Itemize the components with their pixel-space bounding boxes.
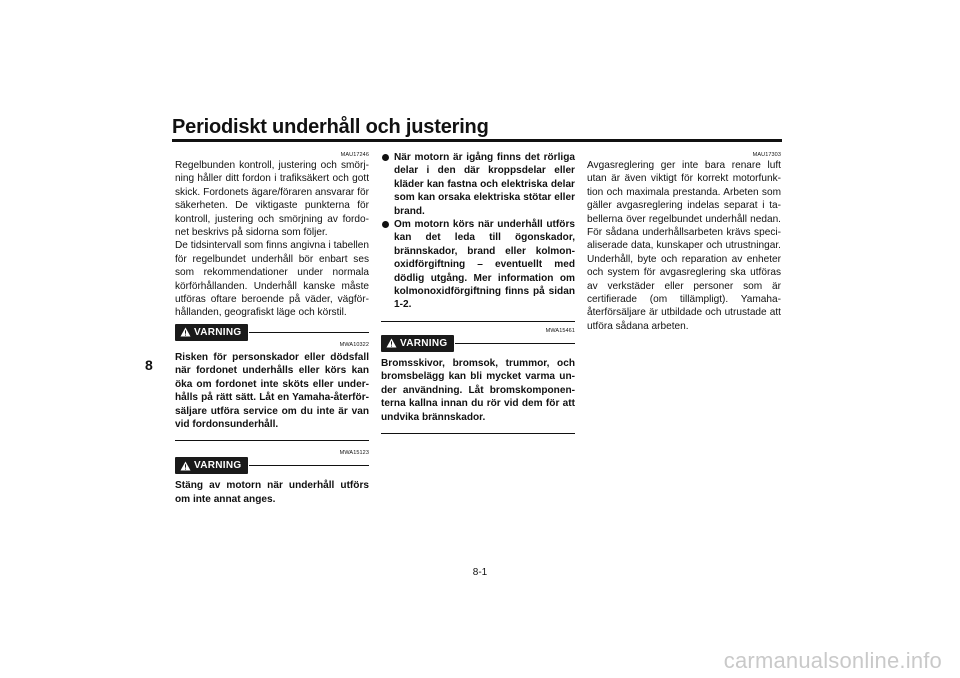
list-item [381,218,575,312]
watermark: carmanualsonline.info [723,648,942,673]
column-3 [587,151,781,333]
warning-header [381,335,575,352]
chapter-tab: 8 [145,357,153,373]
column-1 [175,151,369,506]
warning-badge [175,324,248,341]
bullet-list [381,151,575,312]
interval-paragraph: De tidsintervall som finns angivna i tabellen för regelbundet underhåll bör enbart ses som rekommendationer under normala körförhållanden. Underhåll kanske måste utföras oftare beroende på väder, vägförhållanden, geografiskt läge och körstil. [175,240,369,319]
warning-rule [455,343,575,344]
section-code: MAU17303 [752,152,781,158]
warning-badge [175,457,248,474]
warning-text: Stäng av motorn när underhåll utförs om inte annat anges. [175,480,369,505]
warning-code: MWA15461 [545,327,575,334]
warning-header [175,324,369,341]
warning-badge [381,335,454,352]
list-item [381,151,575,218]
warning-label: VARNING [194,460,242,472]
warning-rule [249,465,369,466]
column-2 [381,151,575,434]
page-title: Periodiskt underhåll och justering [172,116,489,138]
page-number: 8-1 [472,567,488,578]
warning-code: MWA15123 [339,450,369,457]
emission-paragraph: Avgasreglering ger inte bara renare luft utan är även viktigt för korrekt motorfunktion och maximala prestanda. Arbeten som gäller avgasreglering indelas separat i tabellerna över regelbundet underhåll nedan. För sådana underhållsarbeten krävs specialiserade data, kunskaper och utrustningar. Underhåll, byte och reparation av enheter och system för avgasreglering ska utföras av verkstäder eller personer som är certifierade (om tillämpligt). Yamaha-återförsäljare är utbildade och utrustade att utföra sådana arbeten. [587,160,781,332]
bullet-icon [382,221,389,228]
warning-end-rule [175,440,369,441]
list-item-text: Om motorn körs när underhåll utförs kan det leda till ögonskador, brännskador, brand eller kolmonoxidförgiftning – eventuellt med dödlig utgång. Mer information om kolmonoxidförgiftning finns på sidan 1-2. [394,219,575,311]
warning-triangle-icon [180,461,191,471]
warning-header [175,457,369,474]
warning-end-rule [381,321,575,322]
section-code: MAU17246 [340,152,369,158]
warning-rule [249,332,369,333]
warning-triangle-icon [180,327,191,337]
warning-text: Bromsskivor, bromsok, trummor, och bromsbelägg kan bli mycket varma under användning. Låt bromskomponenterna kallna innan du rör vid dem för att undvika brännskador. [381,357,575,423]
warning-code: MWA10322 [339,341,369,348]
warning-end-rule [381,433,575,434]
warning-triangle-icon [386,338,397,348]
title-rule [172,139,782,142]
warning-text: Risken för personskador eller dödsfall när fordonet underhålls eller körs kan öka om fordonet inte sköts eller underhålls på rätt sätt. Låt en Yamaha-återförsäljare utföra service om du inte är van vid fordonsunderhåll. [175,351,369,430]
list-item-text: När motorn är igång finns det rörliga delar i den där kroppsdelar eller kläder kan fastna och elektriska delar som kan orsaka elektriska stötar eller brand. [394,152,575,217]
warning-label: VARNING [194,326,242,338]
warning-label: VARNING [400,337,448,349]
intro-paragraph: Regelbunden kontroll, justering och smörjning håller ditt fordon i trafiksäkert och gott skick. Fordonets ägare/föraren ansvarar för säkerheten. De viktigaste punkterna för kontroll, justering och smörjning av fordonet beskrivs på sidorna som följer. [175,160,369,239]
bullet-icon [382,154,389,161]
